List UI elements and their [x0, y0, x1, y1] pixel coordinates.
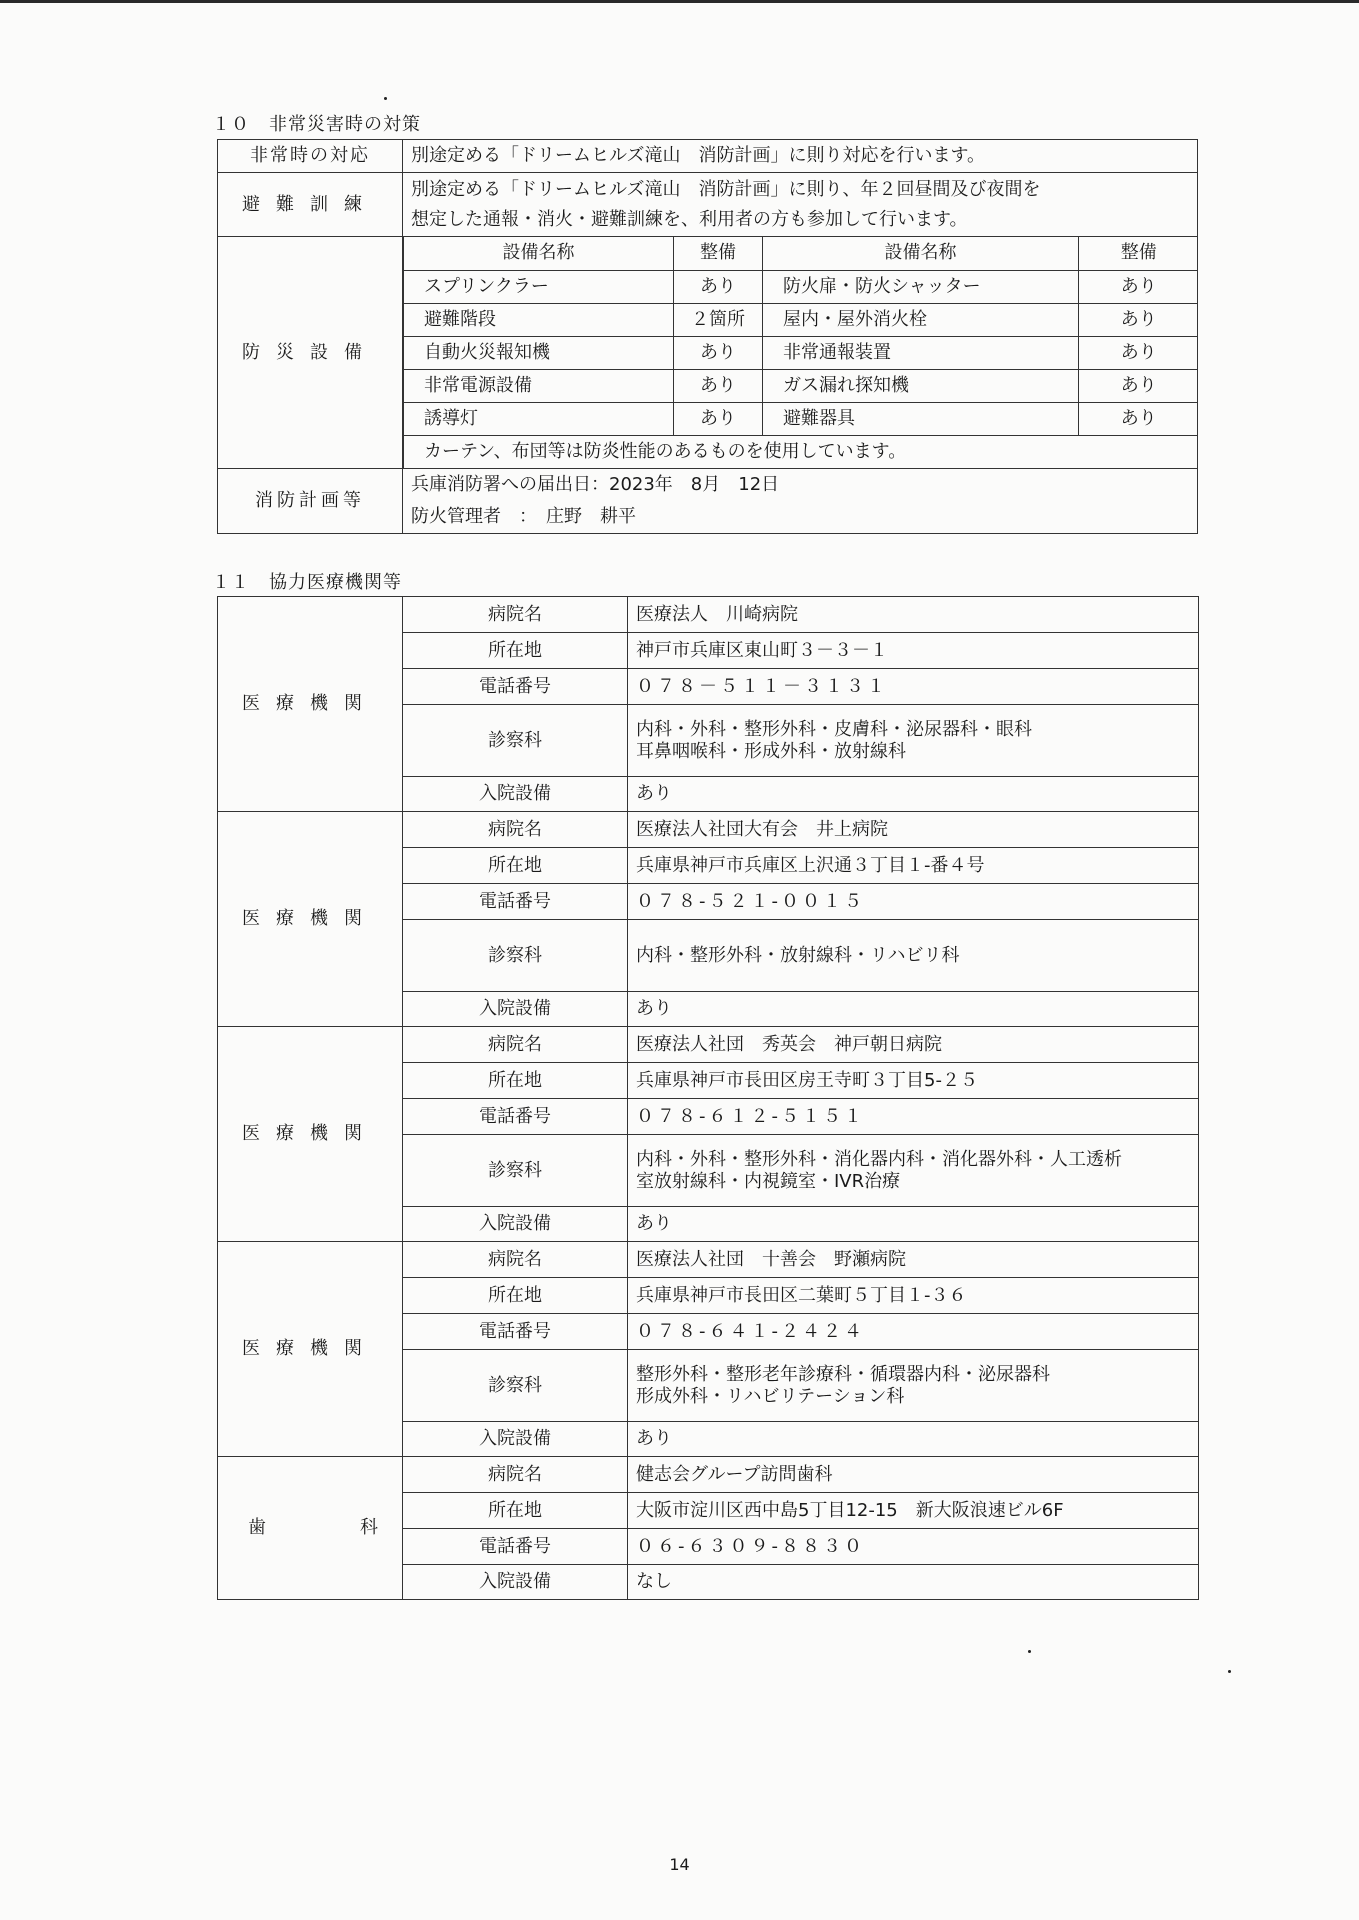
- field-label-name: 病院名: [403, 1027, 628, 1063]
- institution-phone: ０７８-５２１-００１５: [628, 884, 1199, 920]
- dental-phone: ０６-６３０９-８８３０: [628, 1529, 1199, 1565]
- page-number: 14: [669, 1855, 690, 1874]
- fire-plan-row: [218, 469, 1198, 534]
- fire-plan-label: 消防計画等: [218, 469, 403, 534]
- equipment-header-name: 設備名称: [404, 237, 674, 270]
- equipment-name: ガス漏れ探知機: [763, 369, 1079, 402]
- equipment-data-row: [404, 270, 1198, 303]
- equipment-name: スプリンクラー: [404, 270, 674, 303]
- field-label-phone: 電話番号: [403, 884, 628, 920]
- institution-name: 医療法人 川崎病院: [628, 597, 1199, 633]
- institution-inpatient: あり: [628, 992, 1199, 1027]
- equipment-name: 避難器具: [763, 402, 1079, 435]
- field-label-inpatient: 入院設備: [403, 1207, 628, 1242]
- section-11-title: １１ 協力医療機関等: [212, 572, 402, 593]
- dental-row: [218, 1457, 1199, 1493]
- fire-plan-line-2: 防火管理者 ： 庄野 耕平: [411, 506, 636, 527]
- institution-row: [218, 1242, 1199, 1278]
- equipment-row: [218, 237, 1198, 469]
- field-label-name: 病院名: [403, 1457, 628, 1493]
- field-label-inpatient: 入院設備: [403, 1565, 628, 1600]
- field-label-phone: 電話番号: [403, 1314, 628, 1350]
- emergency-row: [218, 140, 1198, 173]
- institution-departments: [628, 705, 1199, 777]
- departments-line-2: 室放射線科・内視鏡室・IVR治療: [636, 1170, 901, 1192]
- institution-address: 兵庫県神戸市長田区房王寺町３丁目5-２５: [628, 1063, 1199, 1099]
- scan-top-edge: [0, 0, 1359, 3]
- field-label-departments: 診察科: [403, 1135, 628, 1207]
- equipment-status: あり: [674, 336, 763, 369]
- drill-label: 避難訓練: [218, 173, 403, 237]
- scan-speck: [384, 97, 387, 100]
- equipment-status: あり: [1079, 270, 1198, 303]
- field-label-inpatient: 入院設備: [403, 1422, 628, 1457]
- equipment-status: あり: [1079, 303, 1198, 336]
- institution-row: [218, 812, 1199, 848]
- equipment-name: 避難階段: [404, 303, 674, 336]
- medical-institutions-table: [217, 596, 1199, 1600]
- scan-speck: [1228, 1670, 1231, 1673]
- equipment-data-row: [404, 402, 1198, 435]
- equipment-header-status: 整備: [1079, 237, 1198, 270]
- drill-text: [403, 173, 1198, 237]
- field-label-departments: 診察科: [403, 920, 628, 992]
- institution-name: 医療法人社団 十善会 野瀬病院: [628, 1242, 1199, 1278]
- equipment-status: ２箇所: [674, 303, 763, 336]
- equipment-data-row: [404, 303, 1198, 336]
- equipment-header-name: 設備名称: [763, 237, 1079, 270]
- equipment-name: 誘導灯: [404, 402, 674, 435]
- field-label-name: 病院名: [403, 597, 628, 633]
- equipment-note: カーテン、布団等は防炎性能のあるものを使用しています。: [404, 435, 1198, 468]
- institution-label: 医療機関: [218, 812, 403, 1027]
- institution-address: 兵庫県神戸市兵庫区上沢通３丁目１-番４号: [628, 848, 1199, 884]
- institution-inpatient: あり: [628, 777, 1199, 812]
- field-label-address: 所在地: [403, 1063, 628, 1099]
- field-label-address: 所在地: [403, 633, 628, 669]
- field-label-address: 所在地: [403, 1278, 628, 1314]
- drill-line-2: 想定した通報・消火・避難訓練を、利用者の方も参加して行います。: [411, 208, 968, 230]
- institution-label: 医療機関: [218, 1027, 403, 1242]
- field-label-phone: 電話番号: [403, 1529, 628, 1565]
- departments-line-1: 内科・外科・整形外科・消化器内科・消化器外科・人工透析: [636, 1148, 1122, 1170]
- institution-label: 医療機関: [218, 597, 403, 812]
- institution-name: 医療法人社団大有会 井上病院: [628, 812, 1199, 848]
- dental-inpatient: なし: [628, 1565, 1199, 1600]
- equipment-status: あり: [1079, 402, 1198, 435]
- dental-address: 大阪市淀川区西中島5丁目12-15 新大阪浪速ビル6F: [628, 1493, 1199, 1529]
- emergency-text: 別途定める「ドリームヒルズ滝山 消防計画」に則り対応を行います。: [403, 140, 1198, 173]
- institution-row: [218, 597, 1199, 633]
- institution-name: 医療法人社団 秀英会 神戸朝日病院: [628, 1027, 1199, 1063]
- equipment-data-row: [404, 369, 1198, 402]
- institution-phone: ０７８-６１２-５１５１: [628, 1099, 1199, 1135]
- emergency-label: 非常時の対応: [218, 140, 403, 173]
- equipment-status: あり: [1079, 336, 1198, 369]
- fire-plan-text: [403, 469, 1198, 534]
- institution-phone: ０７８-６４１-２４２４: [628, 1314, 1199, 1350]
- field-label-address: 所在地: [403, 1493, 628, 1529]
- field-label-name: 病院名: [403, 812, 628, 848]
- equipment-note-row: [404, 435, 1198, 468]
- field-label-name: 病院名: [403, 1242, 628, 1278]
- scan-speck: [1028, 1650, 1031, 1653]
- equipment-header-status: 整備: [674, 237, 763, 270]
- institution-departments: [628, 1135, 1199, 1207]
- equipment-cell: [403, 237, 1198, 469]
- departments-line-2: 耳鼻咽喉科・形成外科・放射線科: [636, 740, 906, 762]
- institution-label: 医療機関: [218, 1242, 403, 1457]
- field-label-departments: 診察科: [403, 705, 628, 777]
- institution-departments: 内科・整形外科・放射線科・リハビリ科: [628, 920, 1199, 992]
- equipment-name: 非常通報装置: [763, 336, 1079, 369]
- equipment-data-row: [404, 336, 1198, 369]
- equipment-name: 自動火災報知機: [404, 336, 674, 369]
- field-label-phone: 電話番号: [403, 669, 628, 705]
- equipment-label: 防災設備: [218, 237, 403, 469]
- institution-inpatient: あり: [628, 1207, 1199, 1242]
- disaster-measures-table: [217, 139, 1198, 534]
- institution-address: 神戸市兵庫区東山町３－３－１: [628, 633, 1199, 669]
- equipment-status: あり: [674, 270, 763, 303]
- departments-line-1: 内科・外科・整形外科・皮膚科・泌尿器科・眼科: [636, 718, 1032, 740]
- equipment-header-row: [404, 237, 1198, 270]
- dental-name: 健志会グループ訪問歯科: [628, 1457, 1199, 1493]
- departments-line-1: 整形外科・整形老年診療科・循環器内科・泌尿器科: [636, 1363, 1050, 1385]
- equipment-status: あり: [674, 369, 763, 402]
- dental-label-char-2: 科: [360, 1517, 378, 1538]
- field-label-phone: 電話番号: [403, 1099, 628, 1135]
- equipment-name: 防火扉・防火シャッター: [763, 270, 1079, 303]
- institution-phone: ０７８－５１１－３１３１: [628, 669, 1199, 705]
- section-10-title: １０ 非常災害時の対策: [212, 114, 421, 135]
- drill-row: [218, 173, 1198, 237]
- institution-address: 兵庫県神戸市長田区二葉町５丁目１-３６: [628, 1278, 1199, 1314]
- equipment-name: 屋内・屋外消火栓: [763, 303, 1079, 336]
- drill-line-1: 別途定める「ドリームヒルズ滝山 消防計画」に則り、年２回昼間及び夜間を: [411, 178, 1041, 200]
- equipment-name: 非常電源設備: [404, 369, 674, 402]
- equipment-table: [403, 237, 1198, 468]
- institution-row: [218, 1027, 1199, 1063]
- equipment-status: あり: [1079, 369, 1198, 402]
- field-label-inpatient: 入院設備: [403, 777, 628, 812]
- equipment-status: あり: [674, 402, 763, 435]
- departments-line-2: 形成外科・リハビリテーション科: [636, 1385, 905, 1407]
- field-label-departments: 診察科: [403, 1350, 628, 1422]
- institution-inpatient: あり: [628, 1422, 1199, 1457]
- field-label-inpatient: 入院設備: [403, 992, 628, 1027]
- field-label-address: 所在地: [403, 848, 628, 884]
- dental-label-char-1: 歯: [248, 1517, 266, 1538]
- institution-departments: [628, 1350, 1199, 1422]
- fire-plan-line-1: 兵庫消防署への届出日：2023年 8月 12日: [411, 474, 780, 495]
- dental-label: [218, 1457, 403, 1600]
